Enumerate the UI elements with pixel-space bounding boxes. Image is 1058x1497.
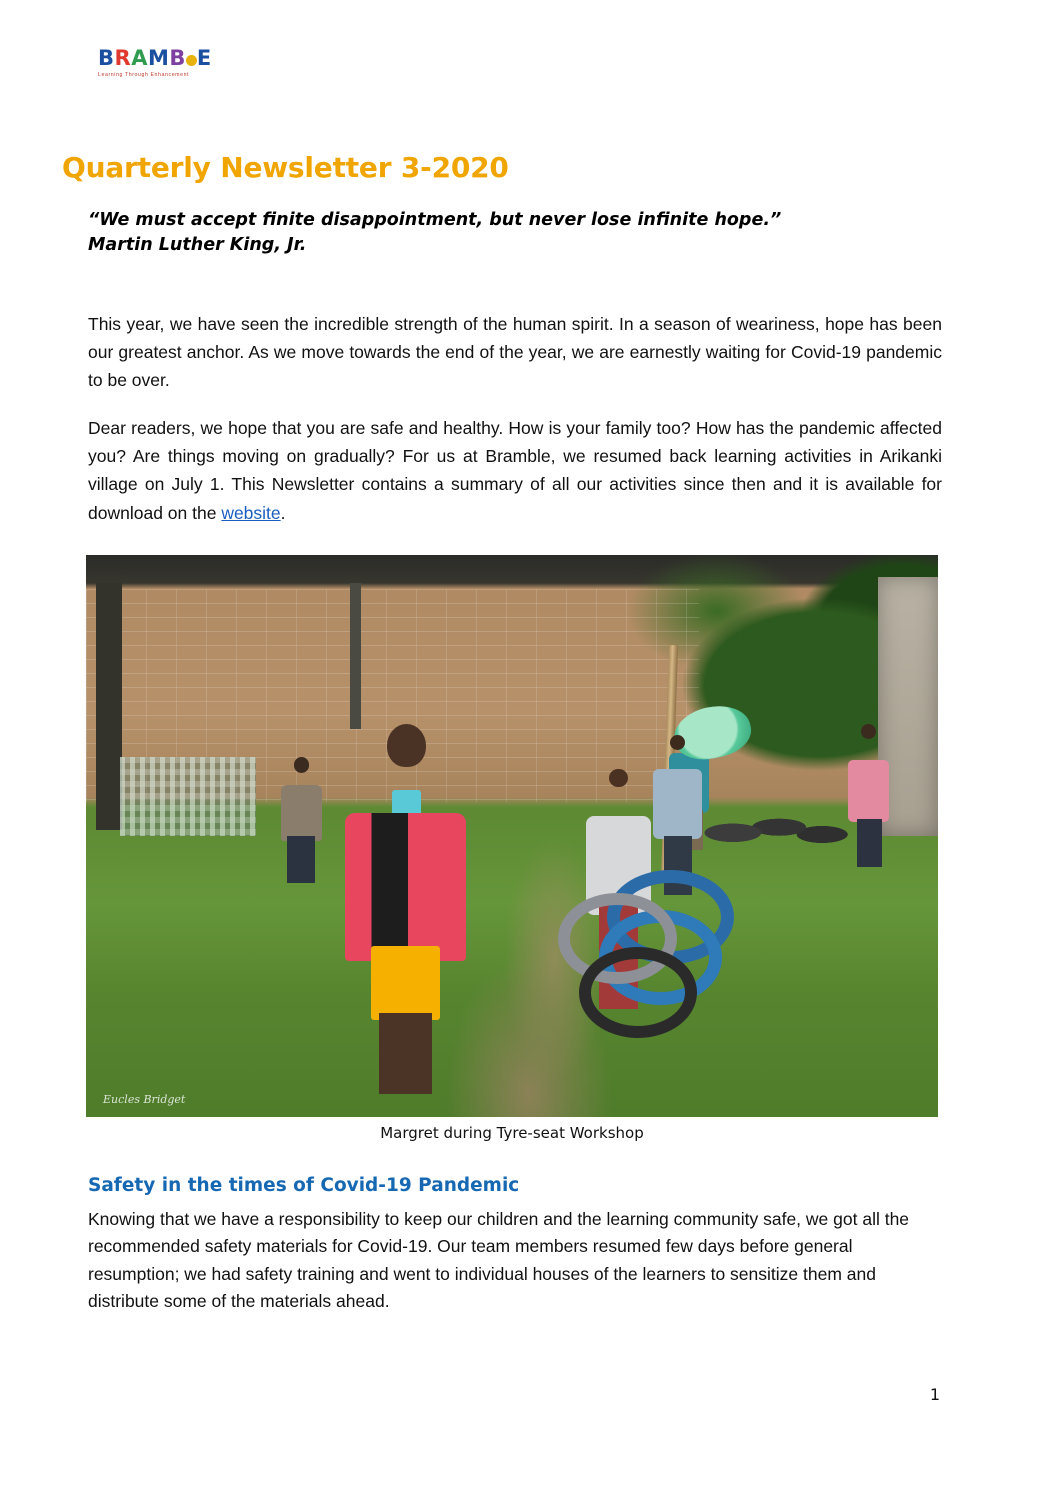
intro-paragraph: This year, we have seen the incredible strength of the human spirit. In a season of weariness, hope has been our greatest anchor. As we move towards the end of the year, we are earnestly waiting for Covid-19 pandemic to be over. — [88, 313, 942, 391]
person-pink-shirt — [844, 724, 895, 865]
boy-head — [609, 769, 627, 787]
person-blue-shirt — [648, 735, 708, 892]
person-left-body — [281, 785, 323, 842]
tyre-stack — [546, 870, 750, 1039]
logo-letter-4: M — [147, 46, 170, 70]
photo-scene — [86, 555, 938, 1117]
left-post — [96, 583, 122, 830]
logo-letter-1: B — [98, 46, 115, 70]
photo-caption: Margret during Tyre-seat Workshop — [380, 1124, 644, 1142]
person-pink-legs — [857, 819, 883, 867]
logo-dot-icon — [186, 55, 197, 66]
readers-paragraph-text: Dear readers, we hope that you are safe and healthy. How is your family too? How has the pandemic affected you? Are things moving on gradually? For us at Bramble, we resumed back learning activities in Arikanki village on July 1. This Newsletter contains a summary of all our activities since then and it is available for download on the — [88, 417, 942, 523]
girl-shorts — [371, 946, 441, 1020]
mid-post — [350, 583, 361, 729]
photo-signature: Eucles Bridget — [103, 1092, 186, 1106]
readers-paragraph-end: . — [280, 502, 286, 523]
girl-legs — [379, 1013, 431, 1095]
person-blue-body — [653, 769, 702, 838]
person-blue-head — [670, 735, 686, 751]
quote-text: “We must accept finite disappointment, but never lose infinite hope.” — [88, 210, 782, 230]
website-link[interactable]: website — [221, 502, 281, 523]
logo-letter-5: B — [169, 46, 186, 70]
girl-head — [387, 724, 426, 767]
bottle-wall — [120, 757, 256, 836]
logo-letter-3: A — [131, 46, 148, 70]
tyre-pile — [699, 802, 852, 858]
person-left — [273, 757, 333, 881]
girl-margret — [333, 724, 478, 1095]
pull-quote — [88, 208, 948, 258]
page-number: 1 — [929, 1385, 940, 1404]
girl-jacket — [345, 813, 467, 961]
bramble-logo — [98, 46, 212, 96]
section-heading-safety: Safety in the times of Covid-19 Pandemic — [88, 1175, 520, 1197]
person-left-legs — [287, 836, 316, 883]
logo-letter-7: E — [196, 46, 212, 70]
tyre-black — [579, 947, 698, 1038]
page-title: Quarterly Newsletter 3-2020 — [62, 150, 509, 184]
person-pink-body — [848, 760, 889, 822]
photo-tyre-seat-workshop — [86, 555, 938, 1117]
person-left-head — [294, 757, 310, 773]
person-pink-head — [861, 724, 876, 739]
logo-wordmark — [98, 46, 212, 70]
quote-attribution: Martin Luther King, Jr. — [88, 234, 307, 255]
logo-letter-2: R — [114, 46, 132, 70]
logo-tagline: Learning Through Enhancement — [98, 72, 190, 78]
readers-paragraph — [88, 414, 942, 527]
section-body-safety: Knowing that we have a responsibility to keep our children and the learning community safe, we got all the recommended safety materials for Covid-19. Our team members resumed few days before general resumption; we had safety training and went to individual houses of the learners to sensitize them and distribute some of the materials ahead. — [88, 1208, 910, 1312]
